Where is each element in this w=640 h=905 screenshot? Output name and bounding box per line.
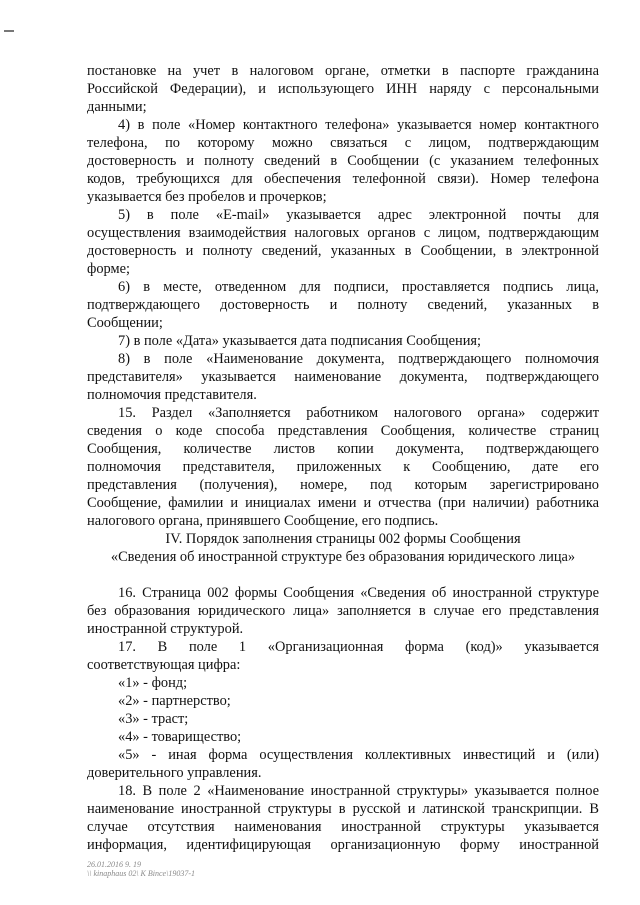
list-item: «1» - фонд; — [118, 675, 188, 691]
text-line: Сообщения, количестве листов копии документа, подтверждающего — [87, 441, 599, 457]
list-item: «3» - траст; — [118, 711, 189, 727]
text-line: 15. Раздел «Заполняется работником налогового органа» содержит — [118, 405, 599, 421]
text-line: иностранной структурой. — [87, 621, 244, 637]
text-line: данными; — [87, 99, 147, 115]
text-line: 6) в месте, отведенном для подписи, проставляется подпись лица, — [118, 279, 599, 295]
text-line: достоверность и полноту сведений, указанных в Сообщении, в электронной — [87, 243, 599, 259]
text-line: Сообщении; — [87, 315, 163, 331]
footer-file-path: \\ kinaphaus 02\ K Bince\19037-1 — [87, 869, 195, 878]
text-line: без образования юридического лица» заполняется в случае его представления — [87, 603, 599, 619]
text-line: соответствующая цифра: — [87, 657, 241, 673]
text-line: представителя» указывается наименование документа, подтверждающего — [87, 369, 599, 385]
section-heading: IV. Порядок заполнения страницы 002 формы Сообщения — [165, 531, 521, 547]
text-line: полномочия представителя. — [87, 387, 257, 403]
text-line: 18. В поле 2 «Наименование иностранной структуры» указывается полное — [118, 783, 599, 799]
text-line: форме; — [87, 261, 130, 277]
text-line: Российской Федерации), и использующего ИНН наряду с персональными — [87, 81, 599, 97]
text-line: 7) в поле «Дата» указывается дата подписания Сообщения; — [118, 333, 482, 349]
list-item: «2» - партнерство; — [118, 693, 231, 709]
section-heading: «Сведения об иностранной структуре без образования юридического лица» — [110, 549, 576, 565]
text-line: наименование иностранной структуры в русской и латинской транскрипции. В — [87, 801, 599, 817]
text-line: осуществления взаимодействия налоговых органов с лицом, подтверждающим — [87, 225, 599, 241]
text-line: постановке на учет в налоговом органе, отметки в паспорте гражданина — [87, 63, 599, 79]
text-line: сведения о коде способа представления Сообщения, количестве страниц — [87, 423, 599, 439]
text-line: 8) в поле «Наименование документа, подтверждающего полномочия — [118, 351, 599, 367]
text-line: указывается без пробелов и прочерков; — [87, 189, 327, 205]
text-line: 16. Страница 002 формы Сообщения «Сведения об иностранной структуре — [118, 585, 599, 601]
text-line: информация, идентифицирующая организационную форму иностранной — [87, 837, 599, 853]
text-line: случае отсутствия наименования иностранной структуры указывается — [87, 819, 599, 835]
text-line: кодов, требующихся для обеспечения телефонной связи). Номер телефона — [87, 171, 599, 187]
text-line: 5) в поле «E-mail» указывается адрес электронной почты для — [118, 207, 599, 223]
text-line: подтверждающего достоверность и полноту сведений, указанных в — [87, 297, 599, 313]
text-line: налогового органа, принявшего Сообщение, его подпись. — [87, 513, 439, 529]
text-line: достоверность и полноту сведений в Сообщении (с указанием телефонных — [87, 153, 599, 169]
list-item: «4» - товарищество; — [118, 729, 242, 745]
text-line: полномочия представителя, приложенных к Сообщению, дате его — [87, 459, 599, 475]
footer-timestamp: 26.01.2016 9. 19 — [87, 860, 141, 869]
text-line: 4) в поле «Номер контактного телефона» указывается номер контактного — [118, 117, 599, 133]
list-item: «5» - иная форма осуществления коллективных инвестиций и (или) — [118, 747, 599, 763]
text-line: телефона, по которому можно связаться с лицом, подтверждающим — [87, 135, 599, 151]
text-line: Сообщение, фамилии и инициалах имени и отчества (при наличии) работника — [87, 495, 599, 511]
text-line: 17. В поле 1 «Организационная форма (код)» указывается — [118, 639, 599, 655]
text-line: представления (получения), номере, под которым зарегистрировано — [87, 477, 599, 493]
text-line: доверительного управления. — [87, 765, 262, 781]
margin-mark — [4, 30, 14, 32]
